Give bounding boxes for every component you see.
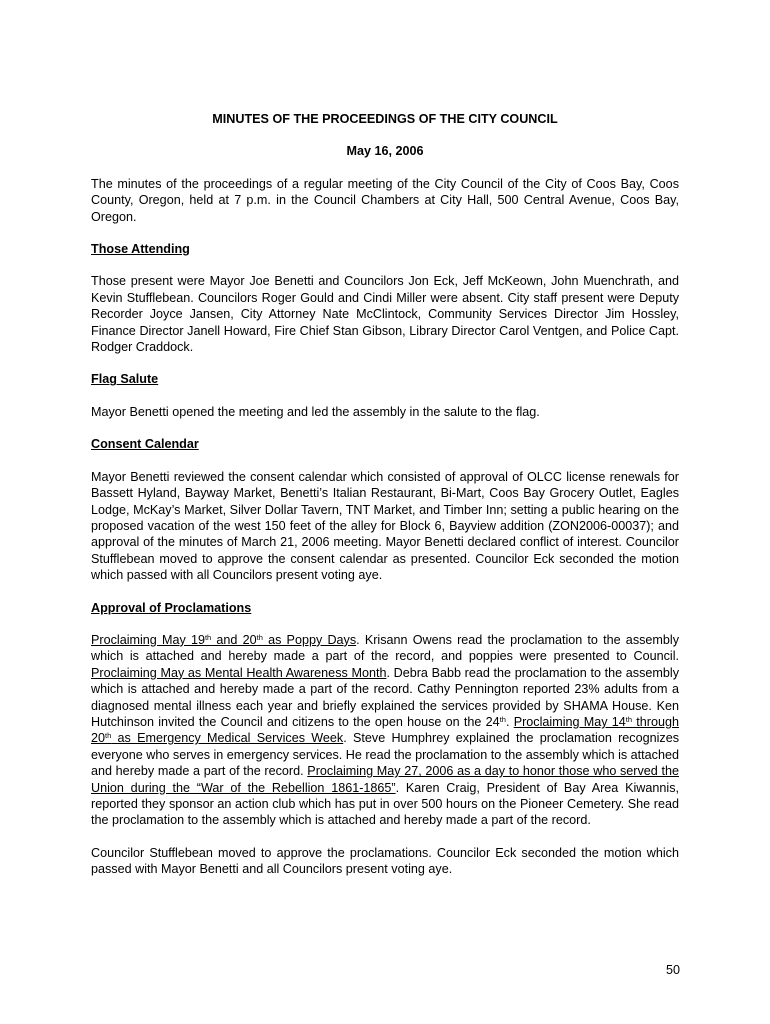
section-heading-proclamations: Approval of Proclamations xyxy=(91,600,252,615)
consent-calendar-paragraph: Mayor Benetti reviewed the consent calendar which consisted of approval of OLCC license renewals for Bassett Hyland, Bayway Market, Benetti’s Italian Restaurant, Bi-Mart, Coos Bay Grocery Outlet, Eagles Lodge, McKay’s Market, Silver Dollar Tavern, TNT Market, and Timber Inn; setting a public hearing on the proposed vacation of the west 150 feet of the alley for Block 6, Bayview addition (ZON2006-00037); and approval of the minutes of March 21, 2006 meeting. Mayor Benetti declared conflict of interest. Councilor Stufflebean moved to approve the consent calendar as presented. Councilor Eck seconded the motion which passed with all Councilors present voting aye. xyxy=(91,469,679,583)
union-honor-title: Proclaiming May 27, 2006 as a day to honor those who served the Union during the “War of the Rebellion 1861-1865” xyxy=(91,764,679,795)
proclamations-paragraph: Proclaiming May 19th and 20th as Poppy Days. Krisann Owens read the proclamation to the assembly which is attached and hereby made a part of the record, and poppies were presented to Council. Proclaiming May as Mental Health Awareness Month. Debra Babb read the proclamation to the assembly which is attached and hereby made a part of the record. Cathy Pennington reported 23% adults from a diagnosed mental illness each year and briefly explained the services provided by SHAMA House. Ken Hutchinson invited the Council and citizens to the open house on the 24th. Proclaiming May 14th through 20th as Emergency Medical Services Week. Steve Humphrey explained the proclamation recognizes everyone who serves in emergency services. He read the proclamation to the assembly which is attached and hereby made a part of the record. Proclaiming May 27, 2006 as a day to honor those who served the Union during the “War of the Rebellion 1861-1865”. Karen Craig, President of Bay Area Kiwannis, reported they sponsor an action club which has put in over 500 hours on the Pioneer Cemetery. She read the proclamation to the assembly which is attached and hereby made a part of the record. xyxy=(91,632,680,828)
section-heading-flag-salute: Flag Salute xyxy=(91,372,159,387)
attending-paragraph: Those present were Mayor Joe Benetti and Councilors Jon Eck, Jeff McKeown, John Muenchrath, and Kevin Stufflebean. Councilors Roger Gould and Cindi Miller were absent. City staff present were Deputy Recorder Joyce Jansen, City Attorney Nate McClintock, Community Services Director Jim Hossley, Finance Director Janell Howard, Fire Chief Stan Gibson, Library Director Carol Ventgen, and Police Capt. Rodger Craddock. xyxy=(91,274,679,355)
document-body xyxy=(91,111,679,878)
page-number: 50 xyxy=(665,963,680,977)
intro-paragraph: The minutes of the proceedings of a regular meeting of the City Council of the City of Coos Bay, Coos County, Oregon, held at 7 p.m. in the Council Chambers at City Hall, 500 Central Avenue, Coos Bay, Oregon. xyxy=(91,176,679,224)
mental-health-title: Proclaiming May as Mental Health Awareness Month xyxy=(91,665,387,680)
flag-salute-paragraph: Mayor Benetti opened the meeting and led the assembly in the salute to the flag. xyxy=(91,404,540,419)
ems-week-title: Proclaiming May 14th through 20th as Emergency Medical Services Week xyxy=(91,714,680,746)
document-title: MINUTES OF THE PROCEEDINGS OF THE CITY COUNCIL xyxy=(212,112,558,126)
meeting-date: May 16, 2006 xyxy=(346,144,424,159)
section-heading-attending: Those Attending xyxy=(91,242,190,257)
proclamations-motion-paragraph: Councilor Stufflebean moved to approve the proclamations. Councilor Eck seconded the motion which passed with Mayor Benetti and all Councilors present voting aye. xyxy=(91,845,679,877)
section-heading-consent-calendar: Consent Calendar xyxy=(91,437,199,452)
poppy-days-title: Proclaiming May 19th and 20th as Poppy Days xyxy=(91,632,357,647)
